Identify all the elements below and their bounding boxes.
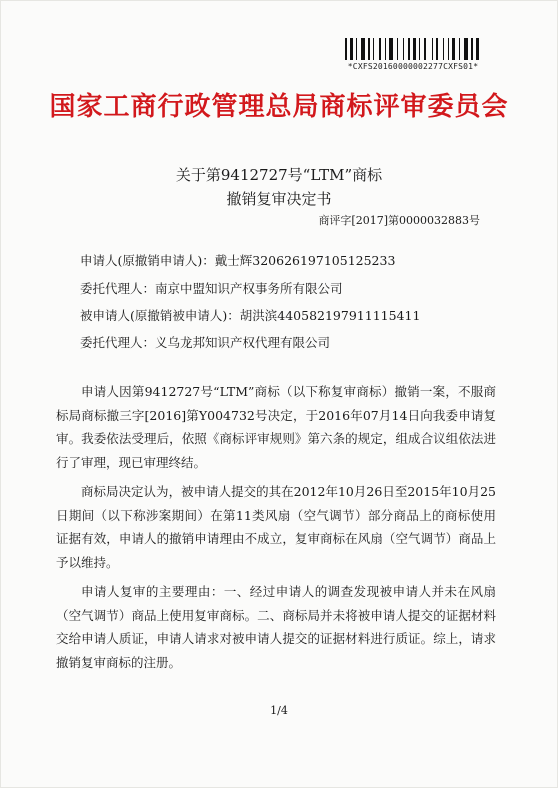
party-respondent-agent (80, 333, 330, 351)
barcode (318, 38, 508, 71)
barcode-bars (318, 38, 508, 60)
body-paragraph: 申请人因第9412727号“LTM”商标（以下称复审商标）撤销一案，不服商标局商标撤三字[2016]第Y004732号决定，于2016年07月14日向我委申请复审。我委依法受理后，依照《商标评审规则》第六条的规定，组成合议组依法进行了审理，现已审理终结。 (56, 384, 496, 470)
party-value: 戴士辉320626197105125233 (214, 253, 396, 268)
party-applicant-agent (80, 279, 343, 297)
body-paragraph: 商标局决定认为，被申请人提交的其在2012年10月26日至2015年10月25日期间（以下称涉案期间）在第11类风扇（空气调节）部分商品上的商标使用证据有效，申请人的撤销申请理由不成立，复审商标在风扇（空气调节）商品上予以维持。 (56, 484, 496, 570)
document-title-line1: 关于第9412727号“LTM”商标 (175, 166, 383, 184)
document-body (56, 380, 496, 680)
barcode-text: *CXFS20160000002277CXFS01* (347, 62, 479, 71)
document-number: 商评字[2017]第0000032883号 (318, 214, 480, 227)
party-label: 申请人(原撤销申请人)： (80, 253, 215, 268)
document-title-line2: 撤销复审决定书 (226, 190, 332, 208)
body-paragraph: 申请人复审的主要理由：一、经过申请人的调查发现被申请人并未在风扇（空气调节）商品上使用复审商标。二、商标局并未将被申请人提交的证据材料交给申请人质证，申请人请求对被申请人提交的证据材料进行质证。综上，请求撤销复审商标的注册。 (56, 584, 496, 670)
party-label: 委托代理人： (80, 281, 156, 296)
party-value: 南京中盟知识产权事务所有限公司 (155, 281, 343, 296)
party-value: 义乌龙邦知识产权代理有限公司 (155, 335, 331, 350)
party-value: 胡洪滨440582197911115411 (239, 308, 421, 323)
page-indicator: 1/4 (270, 704, 288, 717)
party-label: 被申请人(原撤销被申请人)： (80, 308, 240, 323)
organization-header: 国家工商行政管理总局商标评审委员会 (49, 92, 509, 122)
party-applicant (80, 251, 395, 269)
party-respondent (80, 306, 420, 324)
party-label: 委托代理人： (80, 335, 156, 350)
